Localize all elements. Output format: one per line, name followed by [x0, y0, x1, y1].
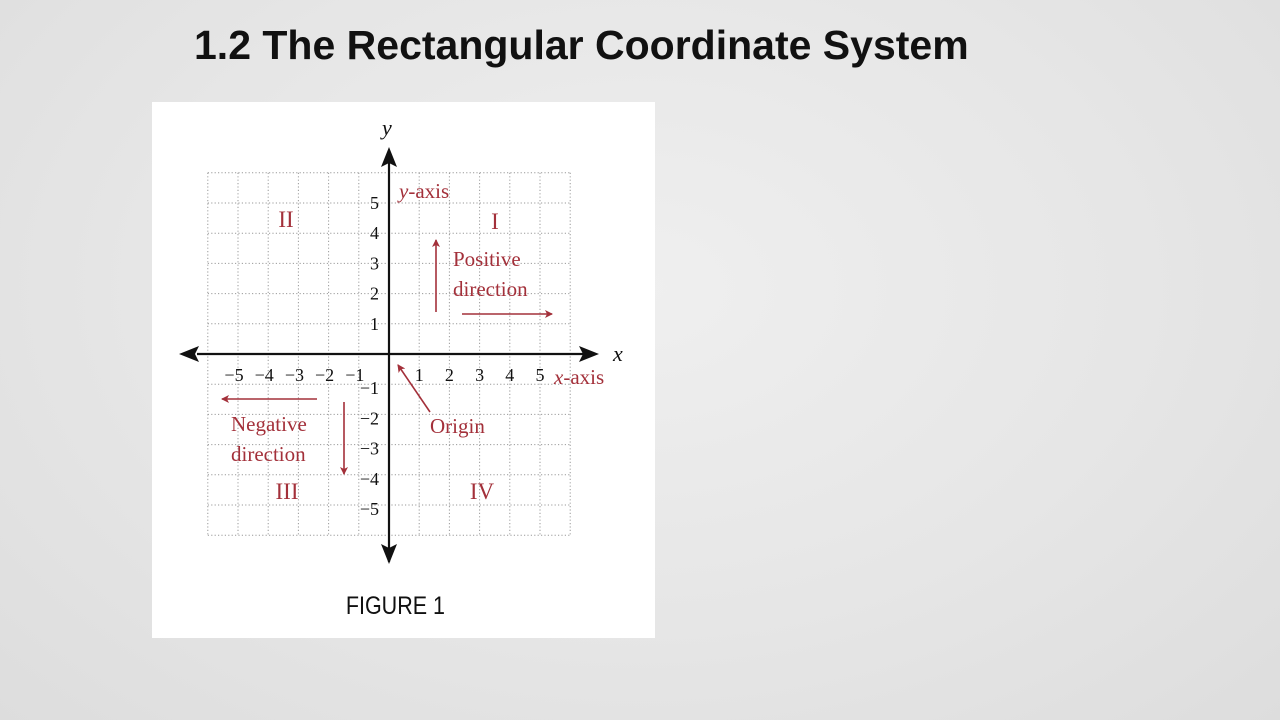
coordinate-plane-diagram [152, 102, 655, 638]
x-axis-name-label [553, 365, 604, 389]
x-tick-label: −2 [315, 365, 335, 385]
x-tick-label: −4 [254, 365, 274, 385]
y-tick-labels [360, 193, 379, 519]
y-axis-name-label [397, 179, 449, 203]
quadrant-II-label: II [278, 207, 294, 232]
x-tick-label: 4 [505, 365, 515, 385]
y-tick-label: −3 [359, 438, 379, 459]
negative-direction-line1: Negative [231, 412, 307, 436]
x-tick-labels [224, 365, 544, 385]
x-tick-label: −1 [345, 365, 365, 385]
quadrant-IV-label: IV [469, 479, 495, 504]
negative-direction-line2: direction [231, 442, 306, 466]
y-axis-name-var: y [399, 179, 409, 203]
y-axis-name-suffix: -axis [408, 179, 450, 203]
x-axis-arrow-left [179, 346, 199, 362]
y-tick-label: −5 [359, 499, 379, 519]
quadrant-III-label: III [275, 479, 299, 504]
y-tick-label: −1 [359, 378, 379, 399]
y-tick-label: −4 [359, 468, 379, 489]
figure-caption: FIGURE 1 [345, 592, 446, 620]
y-axis-letter: y [382, 115, 392, 140]
y-tick-label: 1 [370, 313, 379, 334]
x-tick-label: 5 [535, 365, 545, 385]
y-tick-label: 4 [370, 223, 379, 244]
x-axis-letter: x [613, 341, 623, 366]
x-tick-label: 3 [475, 365, 485, 385]
y-tick-label: 3 [370, 253, 379, 274]
slide-title: 1.2 The Rectangular Coordinate System [194, 22, 969, 68]
x-tick-label: −3 [284, 365, 304, 385]
y-tick-label: −2 [359, 408, 379, 429]
x-axis-name-var: x [554, 365, 564, 389]
x-tick-label: 2 [444, 365, 454, 385]
figure-panel [152, 102, 655, 638]
x-tick-label: 1 [414, 365, 424, 385]
quadrant-I-label: I [491, 209, 499, 234]
y-tick-label: 5 [370, 193, 379, 213]
positive-direction-line1: Positive [453, 247, 521, 271]
x-tick-label: −5 [224, 365, 244, 385]
origin-label: Origin [430, 414, 485, 438]
x-axis-name-suffix: -axis [563, 365, 605, 389]
positive-direction-line2: direction [453, 277, 528, 301]
y-tick-label: 2 [370, 283, 379, 304]
